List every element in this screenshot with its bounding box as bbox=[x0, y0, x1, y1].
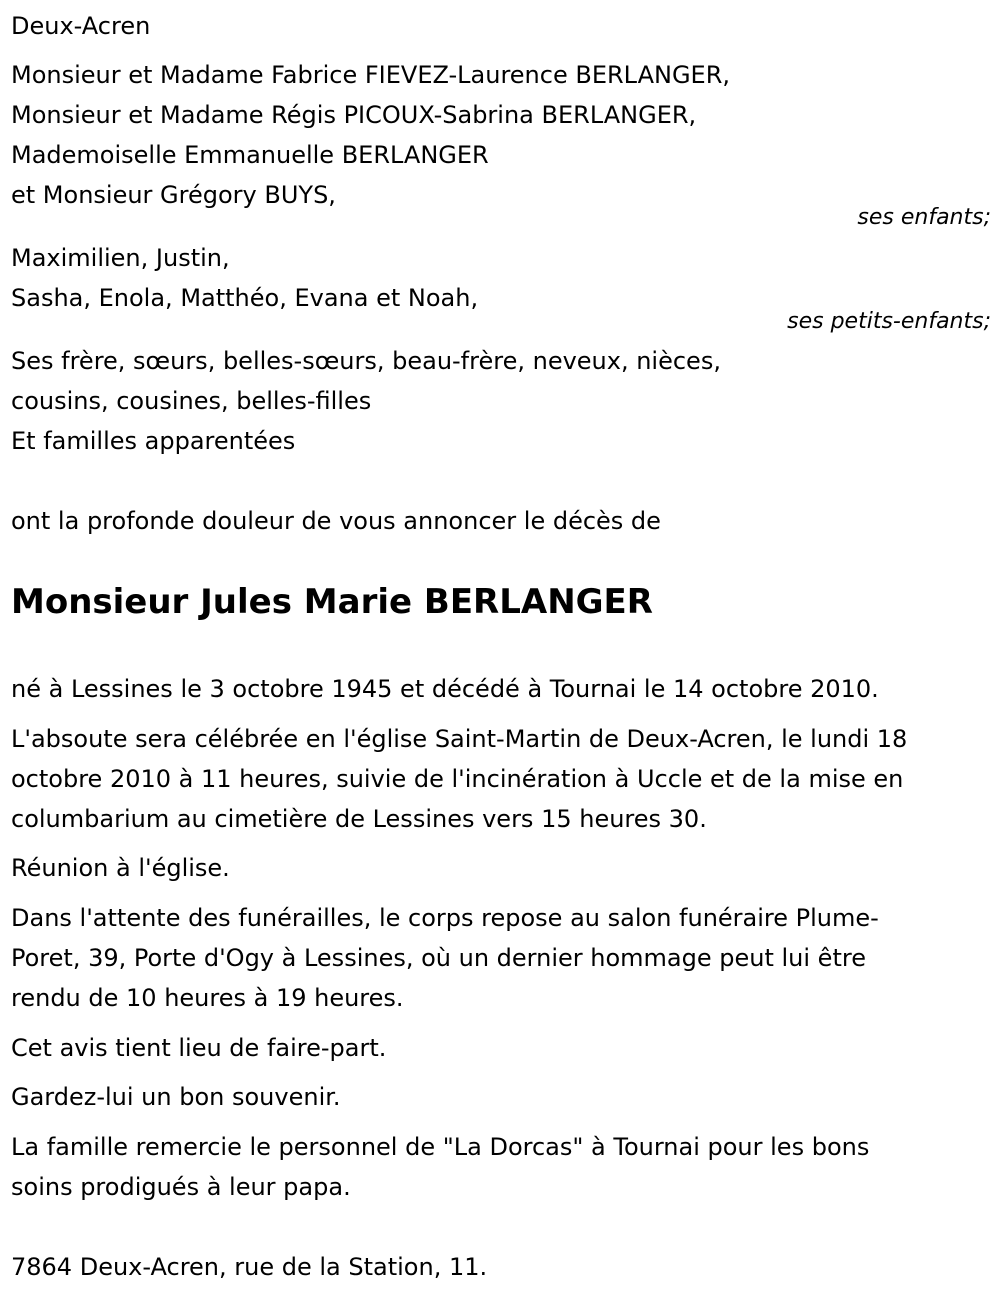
children-line: Monsieur et Madame Fabrice FIEVEZ-Laurence BERLANGER, bbox=[11, 61, 731, 89]
family-line: Et familles apparentées bbox=[11, 427, 296, 455]
ceremony-line: octobre 2010 à 11 heures, suivie de l'incinération à Uccle et de la mise en bbox=[11, 765, 904, 793]
ceremony-line: L'absoute sera célébrée en l'église Saint-Martin de Deux-Acren, le lundi 18 bbox=[11, 725, 908, 753]
children-role: ses enfants; bbox=[857, 205, 991, 230]
family-line: cousins, cousines, belles-filles bbox=[11, 387, 372, 415]
children-line: et Monsieur Grégory BUYS, bbox=[11, 181, 336, 209]
birth-death: né à Lessines le 3 octobre 1945 et décédé à Tournai le 14 octobre 2010. bbox=[11, 675, 879, 703]
children-line: Mademoiselle Emmanuelle BERLANGER bbox=[11, 141, 489, 169]
viewing-line: Dans l'attente des funérailles, le corps repose au salon funéraire Plume- bbox=[11, 904, 879, 932]
grandchildren-role: ses petits-enfants; bbox=[787, 309, 991, 334]
meeting-info: Réunion à l'église. bbox=[11, 854, 230, 882]
notice: Cet avis tient lieu de faire-part. bbox=[11, 1034, 387, 1062]
thanks-line: soins prodigués à leur papa. bbox=[11, 1173, 351, 1201]
deceased-name: Monsieur Jules Marie BERLANGER bbox=[11, 582, 653, 622]
children-line: Monsieur et Madame Régis PICOUX-Sabrina BERLANGER, bbox=[11, 101, 697, 129]
thanks-line: La famille remercie le personnel de "La Dorcas" à Tournai pour les bons bbox=[11, 1133, 870, 1161]
grandchildren-line: Sasha, Enola, Matthéo, Evana et Noah, bbox=[11, 284, 479, 312]
address: 7864 Deux-Acren, rue de la Station, 11. bbox=[11, 1253, 488, 1281]
family-line: Ses frère, sœurs, belles-sœurs, beau-frère, neveux, nièces, bbox=[11, 347, 721, 375]
remember: Gardez-lui un bon souvenir. bbox=[11, 1083, 341, 1111]
viewing-line: rendu de 10 heures à 19 heures. bbox=[11, 984, 404, 1012]
announcement: ont la profonde douleur de vous annoncer le décès de bbox=[11, 507, 661, 535]
viewing-line: Poret, 39, Porte d'Ogy à Lessines, où un dernier hommage peut lui être bbox=[11, 944, 866, 972]
grandchildren-line: Maximilien, Justin, bbox=[11, 244, 230, 272]
place-header: Deux-Acren bbox=[11, 12, 151, 40]
ceremony-line: columbarium au cimetière de Lessines vers 15 heures 30. bbox=[11, 805, 707, 833]
